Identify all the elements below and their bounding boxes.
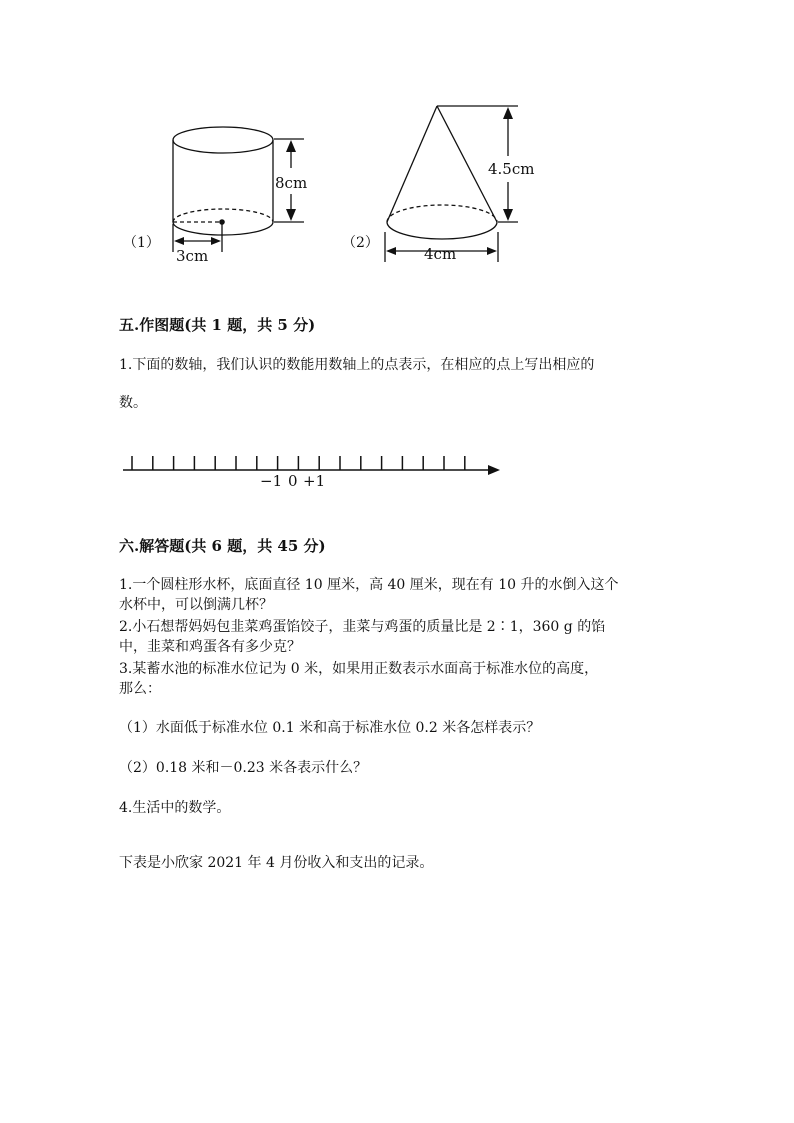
section6-q3-sub1: （1）水面低于标准水位 0.1 米和高于标准水位 0.2 米各怎样表示？ <box>119 720 541 736</box>
section6-heading: 六.解答题(共 6 题，共 45 分) <box>119 537 326 555</box>
cone-height-arrow-up <box>503 107 513 119</box>
number-line-ticks <box>132 456 465 470</box>
number-line-label-neg1: −1 <box>260 472 283 490</box>
cylinder-figure-label: （1） <box>123 235 160 251</box>
cylinder-center-point <box>219 219 225 225</box>
section6-q3-sub2: （2）0.18 米和－0.23 米各表示什么？ <box>119 760 368 776</box>
cone-figure-label: （2） <box>342 235 379 251</box>
section6-q2-line2: 中，韭菜和鸡蛋各有多少克？ <box>119 639 301 655</box>
cylinder-height-arrow-up <box>286 140 296 152</box>
section5-q1-line1: 1.下面的数轴，我们认识的数能用数轴上的点表示，在相应的点上写出相应的 <box>119 357 595 373</box>
cylinder-top-ellipse <box>173 127 273 153</box>
number-line-label-pos1: +1 <box>303 472 326 490</box>
section5-q1-line2: 数。 <box>119 395 147 411</box>
cone-height-label: 4.5cm <box>488 160 535 178</box>
cone-figure <box>385 106 518 262</box>
section5-heading: 五.作图题(共 1 题，共 5 分) <box>119 316 316 334</box>
number-line-arrow <box>488 465 500 475</box>
cone-diameter-arrow-left <box>386 247 396 255</box>
cylinder-height-label: 8cm <box>275 174 308 192</box>
section6-q2-line1: 2.小石想帮妈妈包韭菜鸡蛋馅饺子，韭菜与鸡蛋的质量比是 2∶1，360 g 的馅 <box>119 619 606 635</box>
cone-diameter-label: 4cm <box>424 245 457 263</box>
cylinder-radius-arrow-left <box>174 237 184 245</box>
section6-q3-line1: 3.某蓄水池的标准水位记为 0 米，如果用正数表示水面高于标准水位的高度， <box>119 661 599 677</box>
section6-q1-line2: 水杯中，可以倒满几杯？ <box>119 597 273 613</box>
geometry-figures <box>0 0 794 300</box>
cone-base-back-dashed <box>387 205 497 222</box>
cone-height-arrow-down <box>503 209 513 221</box>
section6-q4-intro: 下表是小欣家 2021 年 4 月份收入和支出的记录。 <box>119 855 434 871</box>
cone-left-slant <box>387 106 437 222</box>
cylinder-height-arrow-down <box>286 209 296 221</box>
number-line-label-0: 0 <box>288 472 298 490</box>
cylinder-radius-label: 3cm <box>176 247 209 265</box>
cylinder-radius-arrow-right <box>211 237 221 245</box>
section6-q4: 4.生活中的数学。 <box>119 800 231 816</box>
cone-diameter-arrow-right <box>487 247 497 255</box>
section6-q3-line2: 那么： <box>119 681 161 697</box>
cone-base-front <box>387 222 497 239</box>
section6-q1-line1: 1.一个圆柱形水杯，底面直径 10 厘米，高 40 厘米，现在有 10 升的水倒入这个 <box>119 577 619 593</box>
